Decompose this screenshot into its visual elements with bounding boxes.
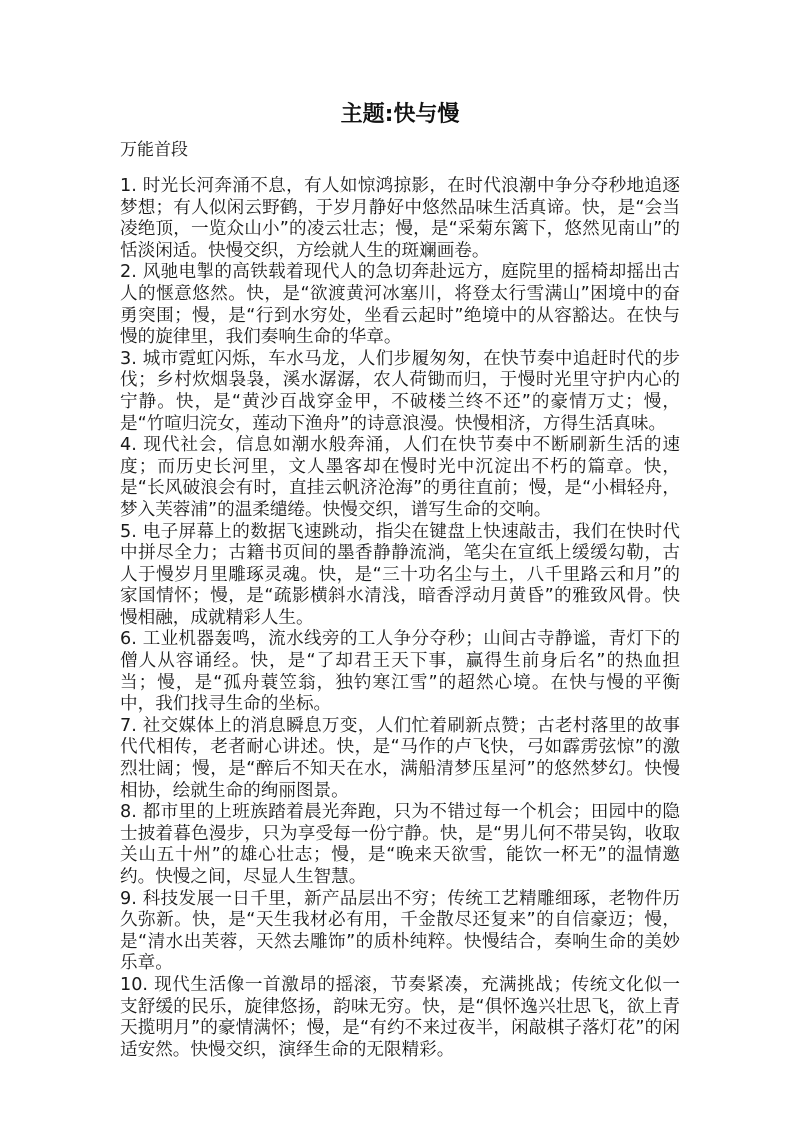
paragraph-2: 2. 风驰电掣的高铁载着现代人的急切奔赴远方，庭院里的摇椅却摇出古人的惬意悠然。快，是“欲渡黄河冰塞川，将登太行雪满山”困境中的奋勇突围；慢，是“行到水穷处，坐看云起时”绝境中的从容豁达。在快与慢的旋律里，我们奏响生命的华章。	[120, 262, 680, 348]
paragraph-5: 5. 电子屏幕上的数据飞速跳动，指尖在键盘上快速敲击，我们在快时代中拼尽全力；古籍书页间的墨香静静流淌，笔尖在宣纸上缓缓勾勒，古人于慢岁月里雕琢灵魂。快，是“三十功名尘与土，八千里路云和月”的家国情怀；慢，是“疏影横斜水清浅，暗香浮动月黄昏”的雅致风骨。快慢相融，成就精彩人生。	[120, 521, 680, 628]
section-heading: 万能首段	[120, 140, 188, 160]
paragraph-1: 1. 时光长河奔涌不息，有人如惊鸿掠影，在时代浪潮中争分夺秒地追逐梦想；有人似闲云野鹤，于岁月静好中悠然品味生活真谛。快，是“会当凌绝顶，一览众山小”的凌云壮志；慢，是“采菊东篱下，悠然见南山”的恬淡闲适。快慢交织，方绘就人生的斑斓画卷。	[120, 176, 680, 261]
document-title: 主题:快与慢	[340, 102, 460, 127]
paragraph-list	[120, 176, 680, 1061]
paragraph-4: 4. 现代社会，信息如潮水般奔涌，人们在快节奏中不断刷新生活的速度；而历史长河里，文人墨客却在慢时光中沉淀出不朽的篇章。快，是“长风破浪会有时，直挂云帆济沧海”的勇往直前；慢，是“小楫轻舟，梦入芙蓉浦”的温柔缱绻。快慢交织，谱写生命的交响。	[120, 435, 680, 520]
paragraph-9: 9. 科技发展一日千里，新产品层出不穷；传统工艺精雕细琢，老物件历久弥新。快，是“天生我材必有用，千金散尽还复来”的自信豪迈；慢，是“清水出芙蓉，天然去雕饰”的质朴纯粹。快慢结合，奏响生命的美妙乐章。	[120, 888, 680, 974]
document-page	[120, 100, 680, 1061]
paragraph-3: 3. 城市霓虹闪烁，车水马龙，人们步履匆匆，在快节奏中追赶时代的步伐；乡村炊烟袅袅，溪水潺潺，农人荷锄而归，于慢时光里守护内心的宁静。快，是“黄沙百战穿金甲，不破楼兰终不还”的豪情万丈；慢，是“竹喧归浣女，莲动下渔舟”的诗意浪漫。快慢相济，方得生活真味。	[120, 348, 680, 434]
paragraph-7: 7. 社交媒体上的消息瞬息万变，人们忙着刷新点赞；古老村落里的故事代代相传，老者耐心讲述。快，是“马作的卢飞快，弓如霹雳弦惊”的激烈壮阔；慢，是“醉后不知天在水，满船清梦压星河”的悠然梦幻。快慢相协，绘就生命的绚丽图景。	[120, 715, 680, 801]
paragraph-8: 8. 都市里的上班族踏着晨光奔跑，只为不错过每一个机会；田园中的隐士披着暮色漫步，只为享受每一份宁静。快，是“男儿何不带吴钩，收取关山五十州”的雄心壮志；慢，是“晚来天欲雪，能饮一杯无”的温情邀约。快慢之间，尽显人生智慧。	[120, 802, 680, 887]
paragraph-10: 10. 现代生活像一首激昂的摇滚，节奏紧凑，充满挑战；传统文化似一支舒缓的民乐，旋律悠扬，韵味无穷。快，是“俱怀逸兴壮思飞，欲上青天揽明月”的豪情满怀；慢，是“有约不来过夜半，闲敲棋子落灯花”的闲适安然。快慢交织，演绎生命的无限精彩。	[120, 974, 680, 1060]
paragraph-6: 6. 工业机器轰鸣，流水线旁的工人争分夺秒；山间古寺静谧，青灯下的僧人从容诵经。快，是“了却君王天下事，赢得生前身后名”的热血担当；慢，是“孤舟蓑笠翁，独钓寒江雪”的超然心境。在快与慢的平衡中，我们找寻生命的坐标。	[120, 629, 680, 715]
